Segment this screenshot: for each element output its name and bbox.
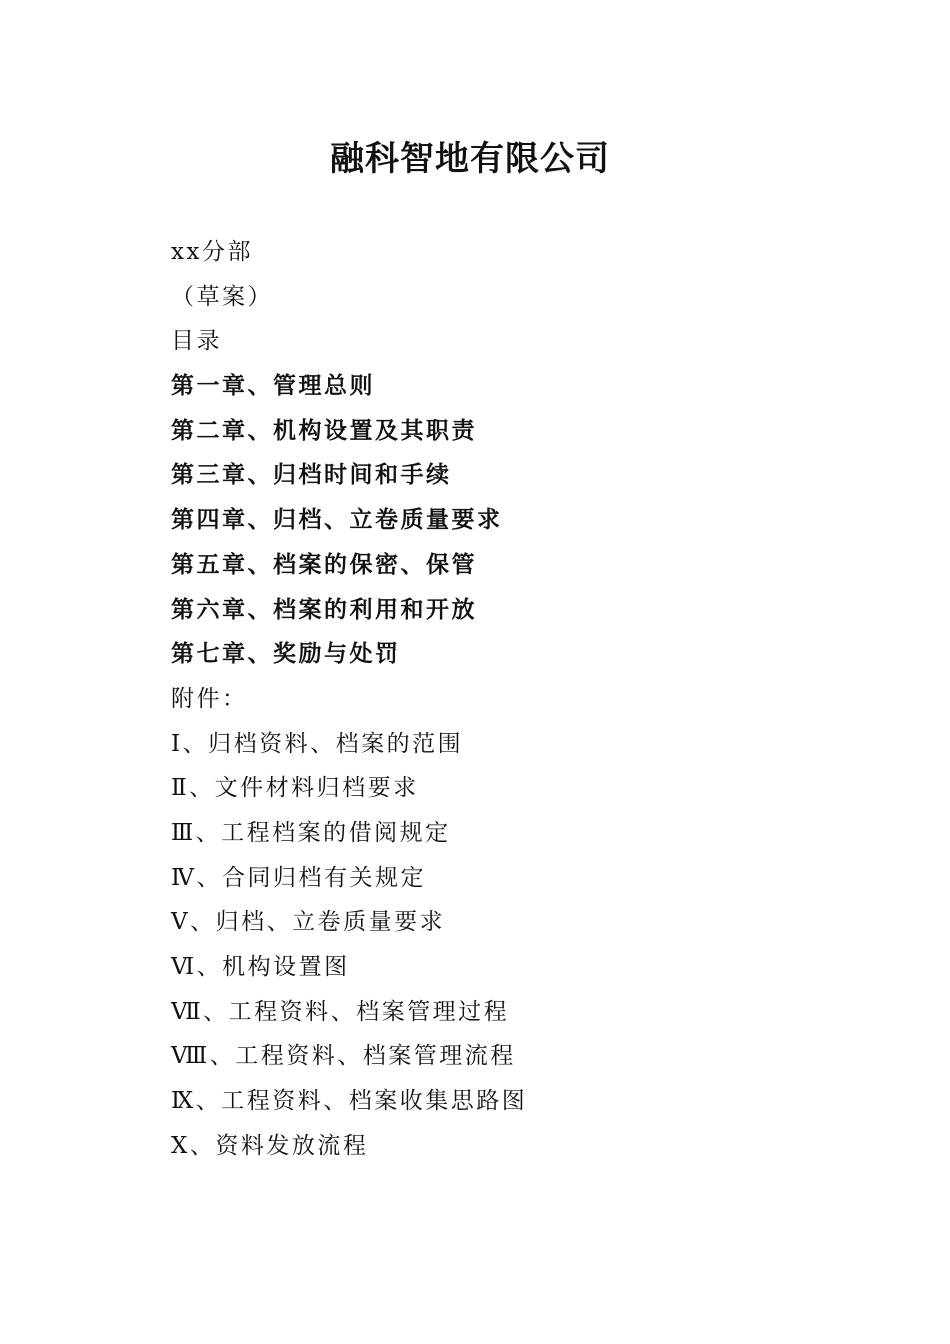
appendix-item-1: Ⅰ、归档资料、档案的范围: [171, 730, 464, 757]
draft-label: （草案）: [171, 283, 273, 310]
appendix-item-10: Ⅹ、资料发放流程: [171, 1132, 369, 1159]
toc-chapter-7: 第七章、奖励与处罚: [171, 640, 401, 668]
toc-chapter-1: 第一章、管理总则: [171, 372, 375, 400]
toc-chapter-4: 第四章、归档、立卷质量要求: [171, 506, 503, 534]
document-title: 融科智地有限公司: [330, 139, 610, 179]
appendix-item-3: Ⅲ、工程档案的借阅规定: [171, 819, 451, 846]
appendix-item-7: Ⅶ、工程资料、档案管理过程: [171, 998, 510, 1025]
appendix-heading: 附件：: [171, 685, 248, 712]
appendix-item-9: Ⅸ、工程资料、档案收集思路图: [171, 1088, 528, 1115]
appendix-item-6: Ⅵ、机构设置图: [171, 954, 350, 980]
appendix-item-4: Ⅳ、合同归档有关规定: [171, 864, 426, 891]
department-line: xx分部: [171, 239, 253, 265]
toc-chapter-2: 第二章、机构设置及其职责: [171, 416, 477, 444]
toc-heading: 目录: [171, 328, 222, 355]
appendix-item-2: Ⅱ、文件材料归档要求: [171, 775, 419, 802]
toc-chapter-5: 第五章、档案的保密、保管: [171, 550, 477, 578]
appendix-item-8: Ⅷ、工程资料、档案管理流程: [171, 1043, 516, 1070]
toc-chapter-6: 第六章、档案的利用和开放: [171, 595, 477, 623]
table-of-contents: [171, 230, 871, 1168]
appendix-item-5: Ⅴ、归档、立卷质量要求: [171, 909, 446, 936]
toc-chapter-3: 第三章、归档时间和手续: [171, 461, 452, 489]
